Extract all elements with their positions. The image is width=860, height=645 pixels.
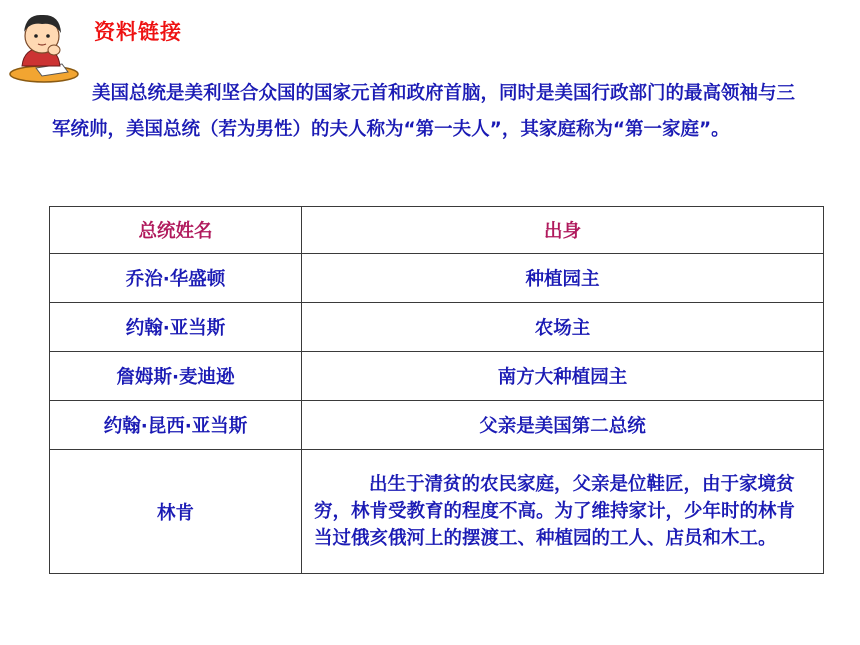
president-name: 詹姆斯·麦迪逊	[50, 352, 302, 401]
intro-paragraph: 美国总统是美利坚合众国的国家元首和政府首脑，同时是美国行政部门的最高领袖与三军统帅，美国总统（若为男性）的夫人称为“第一夫人”，其家庭称为“第一家庭”。	[52, 83, 796, 140]
table-row	[50, 352, 824, 401]
table-row	[50, 303, 824, 352]
president-name: 乔治·华盛顿	[50, 254, 302, 303]
president-name: 约翰·昆西·亚当斯	[50, 401, 302, 450]
table-header-row	[50, 207, 824, 254]
president-name: 约翰·亚当斯	[50, 303, 302, 352]
president-table	[49, 206, 824, 574]
boy-reading-icon	[8, 6, 80, 84]
column-header-name: 总统姓名	[50, 207, 302, 254]
president-origin: 出生于清贫的农民家庭，父亲是位鞋匠，由于家境贫穷，林肯受教育的程度不高。为了维持家计，少年时的林肯当过俄亥俄河上的摆渡工、种植园的工人、店员和木工。	[302, 450, 824, 574]
table-row	[50, 450, 824, 574]
president-name: 林肯	[50, 450, 302, 574]
section-title: 资料链接	[94, 20, 182, 44]
column-header-origin: 出身	[302, 207, 824, 254]
president-origin: 种植园主	[302, 254, 824, 303]
table-row	[50, 254, 824, 303]
president-origin: 农场主	[302, 303, 824, 352]
president-origin: 父亲是美国第二总统	[302, 401, 824, 450]
president-origin: 南方大种植园主	[302, 352, 824, 401]
table-row	[50, 401, 824, 450]
